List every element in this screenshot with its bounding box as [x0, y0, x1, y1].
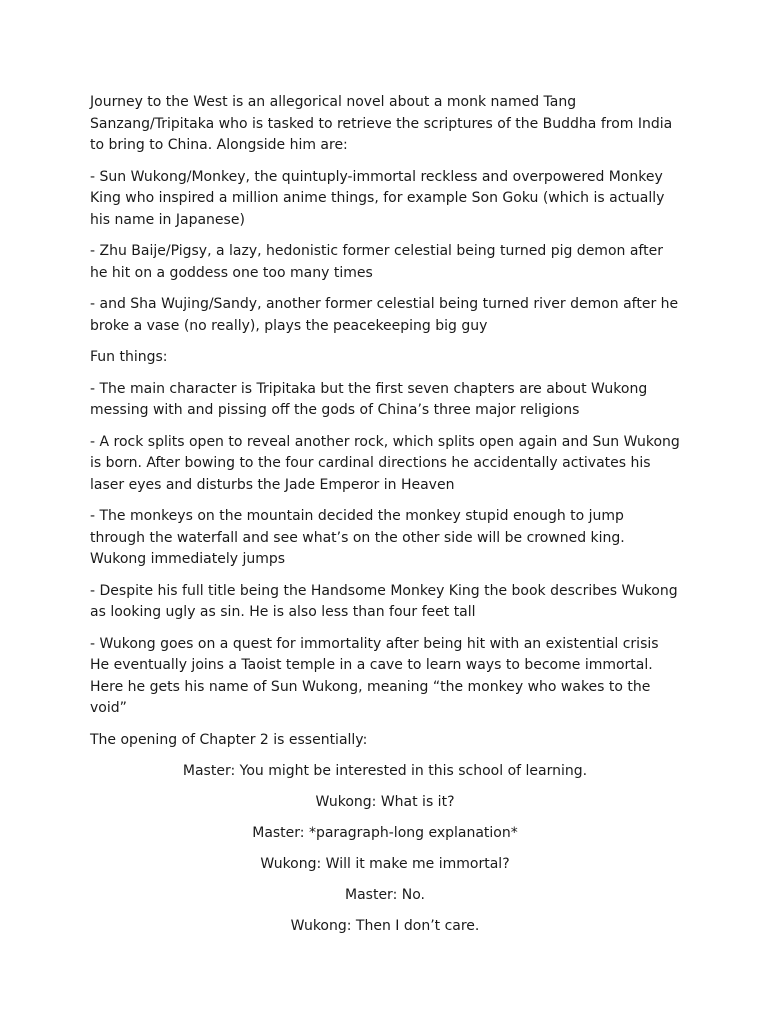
fun-fact-paragraph: - A rock splits open to reveal another rock, which splits open again and Sun Wukong is born. After bowing to the four cardinal directions he accidentally activates his laser eyes and disturbs the Jade Emperor in Heaven	[90, 433, 680, 493]
dialogue-line: Wukong: Will it make me immortal?	[260, 856, 510, 873]
fun-fact-paragraph: - Despite his full title being the Handsome Monkey King the book describes Wukong as looking ugly as sin. He is also less than four feet tall	[90, 582, 678, 620]
fun-things-heading: Fun things:	[90, 349, 168, 365]
dialogue-line: Master: No.	[345, 887, 425, 904]
dialogue-line: Master: You might be interested in this school of learning.	[182, 763, 588, 779]
dialogue-block	[90, 761, 680, 938]
fun-fact-paragraph: - The main character is Tripitaka but the first seven chapters are about Wukong messing with and pissing off the gods of China’s three major religions	[90, 380, 648, 418]
dialogue-line: Wukong: What is it?	[315, 794, 455, 811]
character-pigsy-paragraph: - Zhu Baije/Pigsy, a lazy, hedonistic former celestial being turned pig demon after he hit on a goddess one too many times	[90, 243, 663, 281]
fun-fact-paragraph: - The monkeys on the mountain decided the monkey stupid enough to jump through the waterfall and see what’s on the other side will be crowned king. Wukong immediately jumps	[90, 508, 625, 567]
fun-fact-paragraph: - Wukong goes on a quest for immortality after being hit with an existential crisis He eventually joins a Taoist temple in a cave to learn ways to become immortal. Here he gets his name of Sun Wukong, meaning “the monkey who wakes to the void”	[90, 635, 659, 716]
dialogue-line: Master: *paragraph-long explanation*	[252, 825, 518, 842]
chapter-two-intro: The opening of Chapter 2 is essentially:	[90, 731, 368, 748]
document-body	[90, 92, 680, 948]
character-sandy-paragraph: - and Sha Wujing/Sandy, another former celestial being turned river demon after he broke a vase (no really), plays the peacekeeping big guy	[90, 296, 679, 334]
intro-paragraph: Journey to the West is an allegorical novel about a monk named Tang Sanzang/Tripitaka who is tasked to retrieve the scriptures of the Buddha from India to bring to China. Alongside him are:	[90, 94, 673, 153]
character-monkey-paragraph: - Sun Wukong/Monkey, the quintuply-immortal reckless and overpowered Monkey King who inspired a million anime things, for example Son Goku (which is actually his name in Japanese)	[90, 168, 665, 228]
dialogue-line: Wukong: Then I don’t care.	[290, 918, 480, 935]
